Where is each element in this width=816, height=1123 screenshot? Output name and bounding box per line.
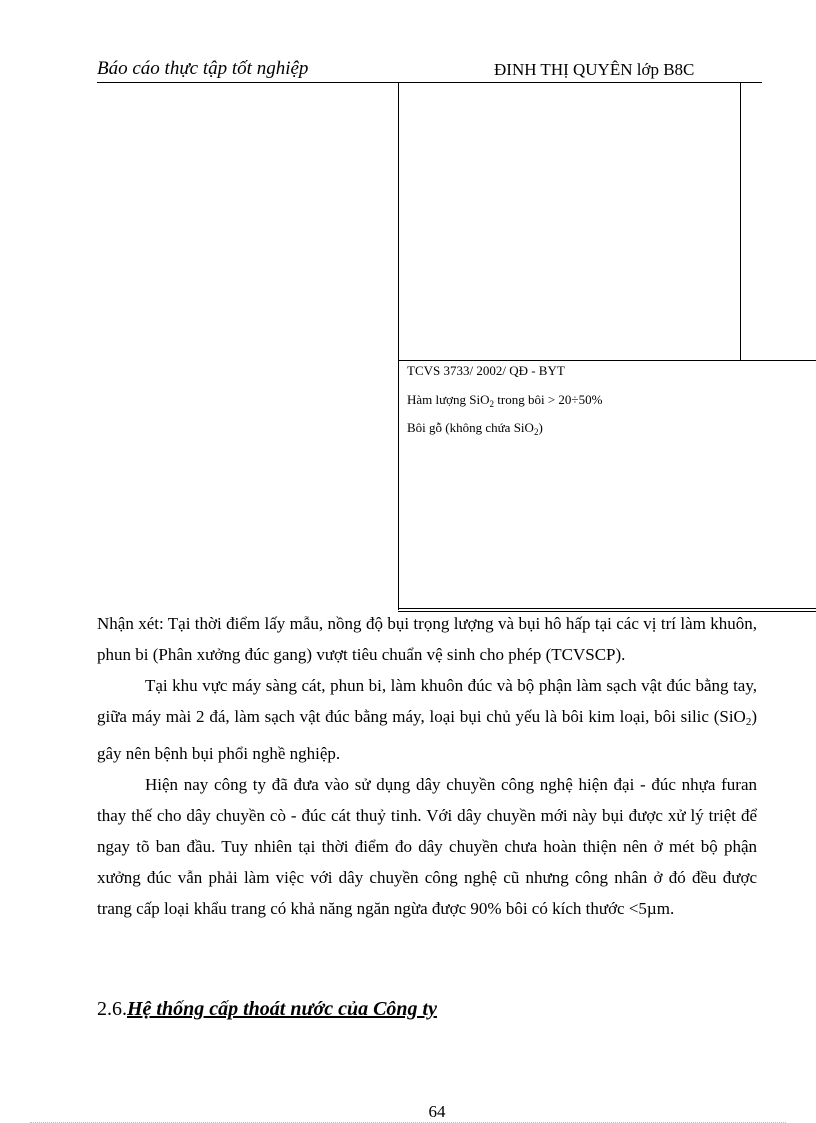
table-inner-border xyxy=(740,83,741,360)
body-text xyxy=(97,608,757,924)
table-silica-content: Hàm lượng SiO$_2$ trong bôi > 20÷50% xyxy=(407,392,603,409)
section-title: Hệ thống cấp thoát nước của Công ty xyxy=(127,998,437,1020)
section-number: 2.6. xyxy=(97,998,127,1020)
table-left-border xyxy=(398,83,399,610)
page-number: 64 xyxy=(428,1102,446,1121)
remark-paragraph: Nhận xét: Tại thời điểm lấy mẫu, nồng độ bụi trọng lượng và bụi hô hấp tại các vị trí làm khuôn, phun bi (Phân xưởng đúc gang) vượt tiêu chuẩn vệ sinh cho phép (TCVSCP). xyxy=(97,614,757,664)
technology-paragraph: Hiện nay công ty đã đưa vào sử dụng dây chuyền công nghệ hiện đại - đúc nhựa furan thay thế cho dây chuyền cò - đúc cát thuỷ tinh. Với dây chuyền mới này bụi được xử lý triệt để ngay tõ ban đầu. Tuy nhiên tại thời điểm đo dây chuyền chưa hoàn thiện nên ở mét bộ phận xưởng đúc vẫn phải làm việc với dây chuyền công nghệ cũ nhưng công nhân ở đó đều được trang cấp loại khẩu trang có khả năng ngăn ngừa được 90% bôi có kích thước <5µm. xyxy=(97,775,757,918)
table-wood-dust: Bôi gỗ (không chứa SiO$_2$) xyxy=(407,420,543,437)
header-author: ĐINH THỊ QUYÊN lớp B8C xyxy=(494,60,695,79)
dust-area-paragraph: Tại khu vực máy sàng cát, phun bi, làm khuôn đúc và bộ phận làm sạch vật đúc bằng tay, giữa máy mài 2 đá, làm sạch vật đúc bằng máy, loại bụi chủ yếu là bôi kim loại, bôi silic (SiO$_2$) gây nên bệnh bụi phổi nghề nghiệp. xyxy=(97,676,757,763)
table-standard: TCVS 3733/ 2002/ QĐ - BYT xyxy=(407,363,565,378)
header-title: Báo cáo thực tập tốt nghiệp xyxy=(97,58,309,79)
header-rule xyxy=(97,82,762,83)
section-heading xyxy=(97,998,437,1021)
table-row-divider xyxy=(398,360,816,361)
